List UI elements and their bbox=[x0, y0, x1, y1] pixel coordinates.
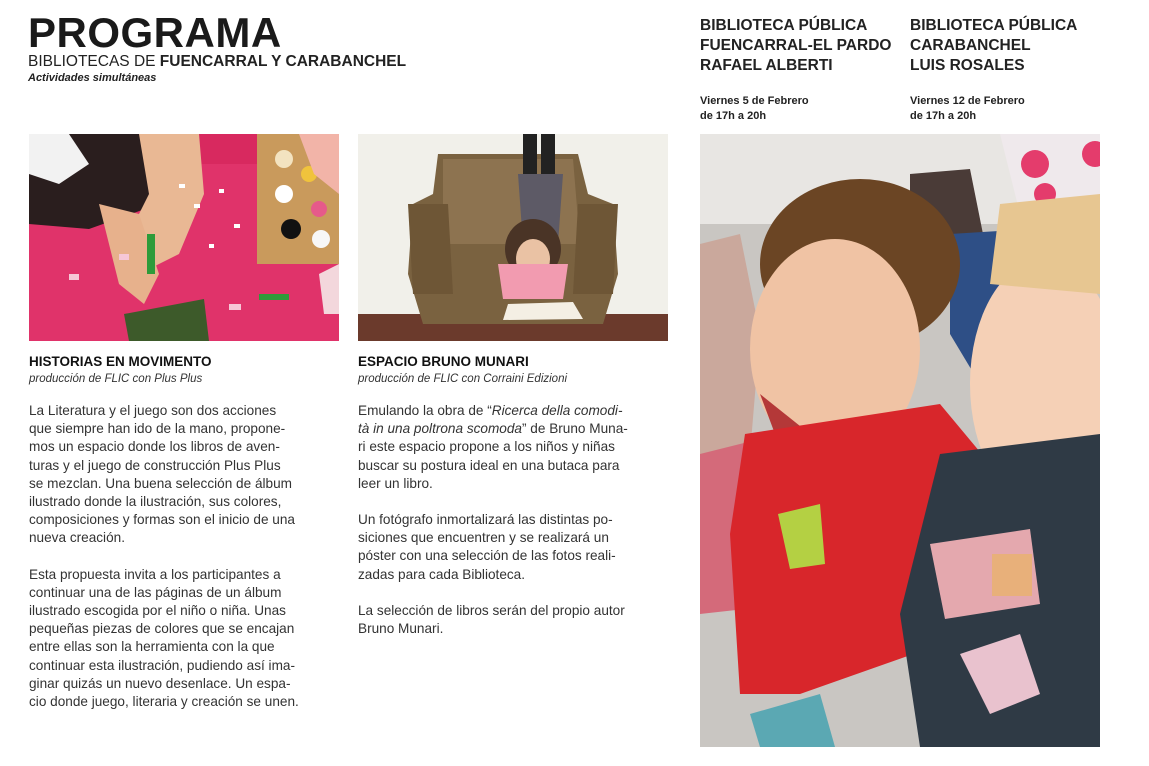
library-line: RAFAEL ALBERTI bbox=[700, 57, 833, 74]
library-line: FUENCARRAL-EL PARDO bbox=[700, 37, 892, 54]
library-carabanchel bbox=[910, 16, 1077, 76]
section-munari-title: ESPACIO BRUNO MUNARI bbox=[358, 354, 529, 369]
paragraph: La Literatura y el juego son dos acciones que siempre han ido de la mano, propone- mos un espacio donde los libros de aven- turas y el juego de construcción Plus Plus se mezclan. Una buena selección de álbum ilustrado donde la ilustración, sus colores, composiciones y formas son el inicio de una nueva creación. bbox=[29, 403, 295, 546]
event-date: Viernes 5 de Febrero bbox=[700, 95, 809, 107]
section-munari-subtitle: producción de FLIC con Corraini Edizioni bbox=[358, 373, 568, 385]
photo-armchair-reading bbox=[358, 134, 668, 341]
paragraph: Un fotógrafo inmortalizará las distintas po- siciones que encuentren y se realizará un póster con una selección de las fotos reali- zadas para cada Biblioteca. bbox=[358, 512, 616, 582]
section-historias-title: HISTORIAS EN MOVIMENTO bbox=[29, 354, 212, 369]
section-historias-subtitle: producción de FLIC con Plus Plus bbox=[29, 373, 203, 385]
paragraph: Esta propuesta invita a los participantes a continuar una de las páginas de un álbum ilustrado escogida por el niño o niña. Unas pequeñas piezas de colores que se encajan entre ellas son la herramienta con la que continuar esta ilustración, pudiendo así ima- ginar quizás un nuevo desenlace. Un espa- cio donde juego, literaria y creación se unen. bbox=[29, 566, 299, 710]
event-date: Viernes 12 de Febrero bbox=[910, 95, 1025, 107]
subtitle-prefix: BIBLIOTECAS DE bbox=[28, 53, 160, 70]
paragraph: La selección de libros serán del propio autor Bruno Munari. bbox=[358, 602, 625, 637]
subtitle-libraries: FUENCARRAL Y CARABANCHEL bbox=[159, 53, 407, 70]
event-time: de 17h a 20h bbox=[910, 110, 977, 122]
library-carabanchel-date bbox=[910, 94, 1025, 124]
section-historias-body bbox=[29, 402, 349, 729]
library-fuencarral bbox=[700, 16, 891, 76]
library-line: BIBLIOTECA PÚBLICA bbox=[700, 17, 868, 34]
library-line: LUIS ROSALES bbox=[910, 57, 1025, 74]
section-munari-body bbox=[358, 402, 678, 656]
page-subtitle bbox=[28, 53, 406, 71]
photo-laughing-children bbox=[700, 134, 1100, 747]
simultaneous-note: Actividades simultáneas bbox=[28, 72, 157, 84]
library-line: BIBLIOTECA PÚBLICA bbox=[910, 17, 1078, 34]
paragraph: Emulando la obra de “Ricerca della comodi- tà in una poltrona scomoda” de Bruno Muna- ri este espacio propone a los niños y niñas buscar su postura ideal en una butaca para leer un libro. bbox=[358, 403, 628, 491]
event-time: de 17h a 20h bbox=[700, 110, 767, 122]
photo-plus-plus-play bbox=[29, 134, 339, 341]
library-fuencarral-date bbox=[700, 94, 809, 124]
page-title: PROGRAMA bbox=[28, 9, 282, 56]
library-line: CARABANCHEL bbox=[910, 37, 1031, 54]
